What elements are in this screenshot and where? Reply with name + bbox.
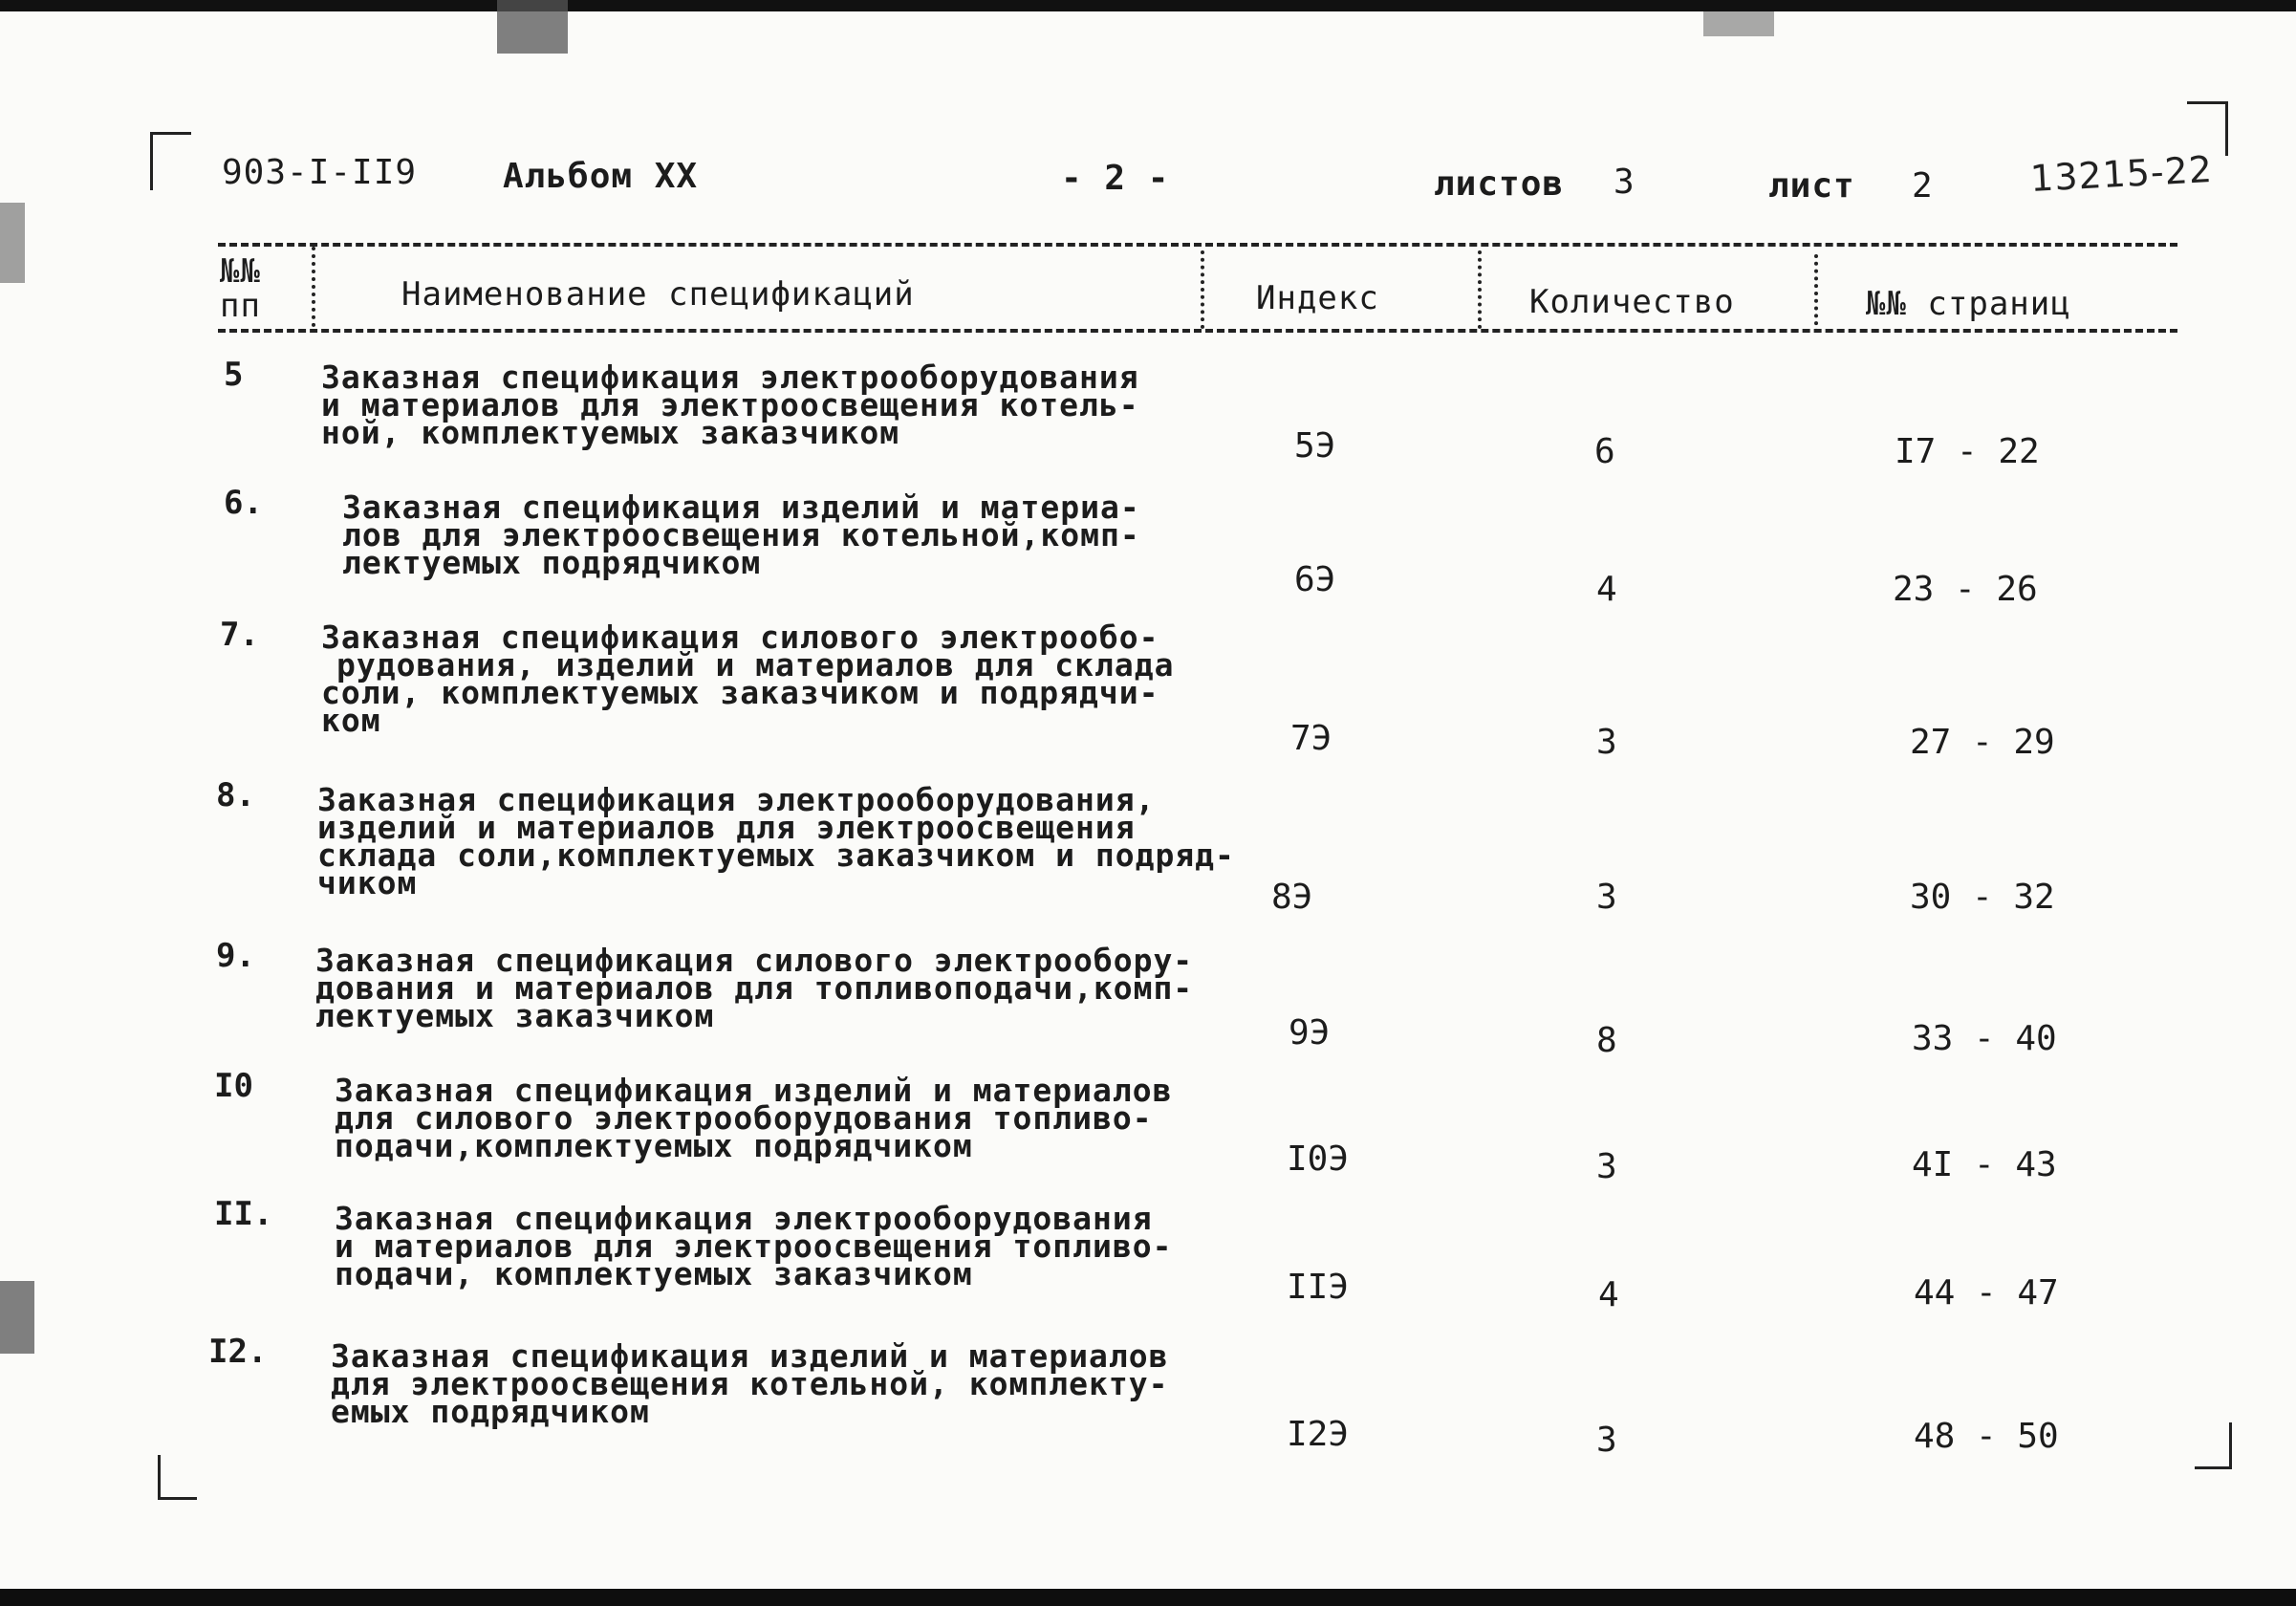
- description-line: лектуемых подрядчиком: [342, 544, 762, 581]
- scan-smudge: [1703, 11, 1774, 36]
- scan-smudge: [0, 203, 25, 283]
- description-line: Заказная спецификация изделий и материалов: [335, 1072, 1173, 1109]
- description-line: подачи, комплектуемых заказчиком: [335, 1255, 973, 1292]
- column-header-number-line2: пп: [220, 287, 261, 325]
- description-line: и материалов для электроосвещения котель-: [321, 386, 1139, 423]
- description-line: Заказная спецификация электрооборудования,: [317, 781, 1156, 818]
- description-line: Заказная спецификация изделий и материалов: [331, 1337, 1169, 1375]
- table-top-rule: [218, 243, 2177, 247]
- row-index: I2Э: [1287, 1415, 1350, 1454]
- scan-bottom-edge: [0, 1589, 2296, 1606]
- column-header-name: Наименование спецификаций: [401, 275, 915, 314]
- row-pages: 27 - 29: [1910, 723, 2055, 762]
- row-quantity: 4: [1598, 1275, 1619, 1314]
- row-quantity: 3: [1596, 878, 1617, 917]
- column-separator: [312, 247, 315, 327]
- corner-mark-top-left: [150, 132, 191, 190]
- sheets-count: 3: [1614, 163, 1635, 202]
- scan-smudge: [497, 0, 568, 54]
- column-header-number: [220, 254, 261, 323]
- description-line: емых подрядчиком: [331, 1393, 650, 1430]
- row-index: I0Э: [1287, 1139, 1350, 1179]
- row-index: 5Э: [1294, 426, 1336, 466]
- column-separator: [1201, 250, 1204, 329]
- description-line: склада соли,комплектуемых заказчиком и подряд-: [317, 836, 1235, 874]
- row-pages: 48 - 50: [1914, 1417, 2059, 1456]
- row-description: [335, 1072, 1173, 1164]
- column-header-quantity: Количество: [1529, 283, 1735, 321]
- description-line: для силового электрооборудования топливо-: [335, 1099, 1153, 1137]
- row-number: 6.: [224, 484, 263, 522]
- scan-smudge: [0, 1281, 34, 1354]
- description-line: и материалов для электроосвещения топливо-: [335, 1227, 1173, 1265]
- sheet-label: лист: [1768, 166, 1855, 206]
- document-code: 903-I-II9: [222, 153, 418, 192]
- description-line: изделий и материалов для электроосвещения: [317, 809, 1136, 846]
- row-description: [317, 781, 1235, 901]
- row-index: 7Э: [1290, 719, 1332, 758]
- row-index: IIЭ: [1287, 1268, 1350, 1307]
- description-line: ком: [321, 702, 381, 739]
- row-pages: 4I - 43: [1912, 1145, 2057, 1184]
- description-line: Заказная спецификация силового электрообору-: [315, 942, 1194, 979]
- row-quantity: 8: [1596, 1021, 1617, 1060]
- row-description: [315, 942, 1194, 1034]
- handwritten-stamp-number: 13215-22: [2028, 148, 2214, 200]
- description-line: ной, комплектуемых заказчиком: [321, 414, 900, 451]
- row-number: 9.: [216, 937, 255, 975]
- row-description: [342, 488, 1140, 581]
- row-pages: I7 - 22: [1895, 432, 2040, 471]
- corner-mark-bottom-left: [158, 1455, 197, 1500]
- description-line: Заказная спецификация изделий и материа-: [342, 488, 1140, 526]
- sheets-label: листов: [1434, 164, 1565, 204]
- description-line: Заказная спецификация электрооборудования: [321, 358, 1139, 396]
- description-line: соли, комплектуемых заказчиком и подрядчи-: [321, 674, 1159, 711]
- row-number: 5: [224, 356, 244, 394]
- row-description: [335, 1200, 1173, 1292]
- row-pages: 33 - 40: [1912, 1019, 2057, 1058]
- corner-mark-bottom-right: [2195, 1422, 2232, 1469]
- description-line: чиком: [317, 864, 418, 901]
- column-header-index: Индекс: [1256, 279, 1379, 317]
- row-description: [321, 619, 1175, 739]
- description-line: рудования, изделий и материалов для склада: [336, 646, 1175, 684]
- table-header-bottom-rule: [218, 329, 2177, 333]
- row-description: [321, 358, 1139, 451]
- column-header-number-line1: №№: [220, 252, 261, 291]
- description-line: дования и материалов для топливоподачи,комп-: [315, 969, 1194, 1007]
- row-number: II.: [214, 1195, 273, 1233]
- row-quantity: 6: [1594, 432, 1615, 471]
- sheet-number: 2: [1912, 166, 1934, 206]
- description-line: Заказная спецификация силового электрообо-: [321, 619, 1159, 656]
- album-label: Альбом XX: [503, 157, 699, 196]
- row-pages: 30 - 32: [1910, 878, 2055, 917]
- row-index: 8Э: [1271, 878, 1313, 917]
- row-index: 9Э: [1289, 1013, 1331, 1053]
- description-line: подачи,комплектуемых подрядчиком: [335, 1127, 973, 1164]
- row-pages: 44 - 47: [1914, 1273, 2059, 1313]
- description-line: Заказная спецификация электрооборудования: [335, 1200, 1153, 1237]
- row-quantity: 3: [1596, 1421, 1617, 1460]
- description-line: для электроосвещения котельной, комплекту-: [331, 1365, 1169, 1402]
- row-description: [331, 1337, 1169, 1430]
- row-number: 8.: [216, 776, 255, 814]
- column-separator: [1814, 254, 1818, 333]
- scan-top-edge: [0, 0, 2296, 11]
- row-number: I2.: [208, 1333, 268, 1371]
- row-number: 7.: [220, 616, 259, 654]
- description-line: лов для электроосвещения котельной,комп-: [342, 516, 1140, 553]
- row-number: I0: [214, 1067, 253, 1105]
- row-quantity: 3: [1596, 723, 1617, 762]
- column-separator: [1478, 250, 1482, 329]
- row-quantity: 4: [1596, 570, 1617, 609]
- page-marker: - 2 -: [1061, 159, 1170, 198]
- row-quantity: 3: [1596, 1147, 1617, 1186]
- row-pages: 23 - 26: [1893, 570, 2038, 609]
- row-index: 6Э: [1294, 560, 1336, 599]
- description-line: лектуемых заказчиком: [315, 997, 715, 1034]
- column-header-pages: №№ страниц: [1866, 285, 2071, 323]
